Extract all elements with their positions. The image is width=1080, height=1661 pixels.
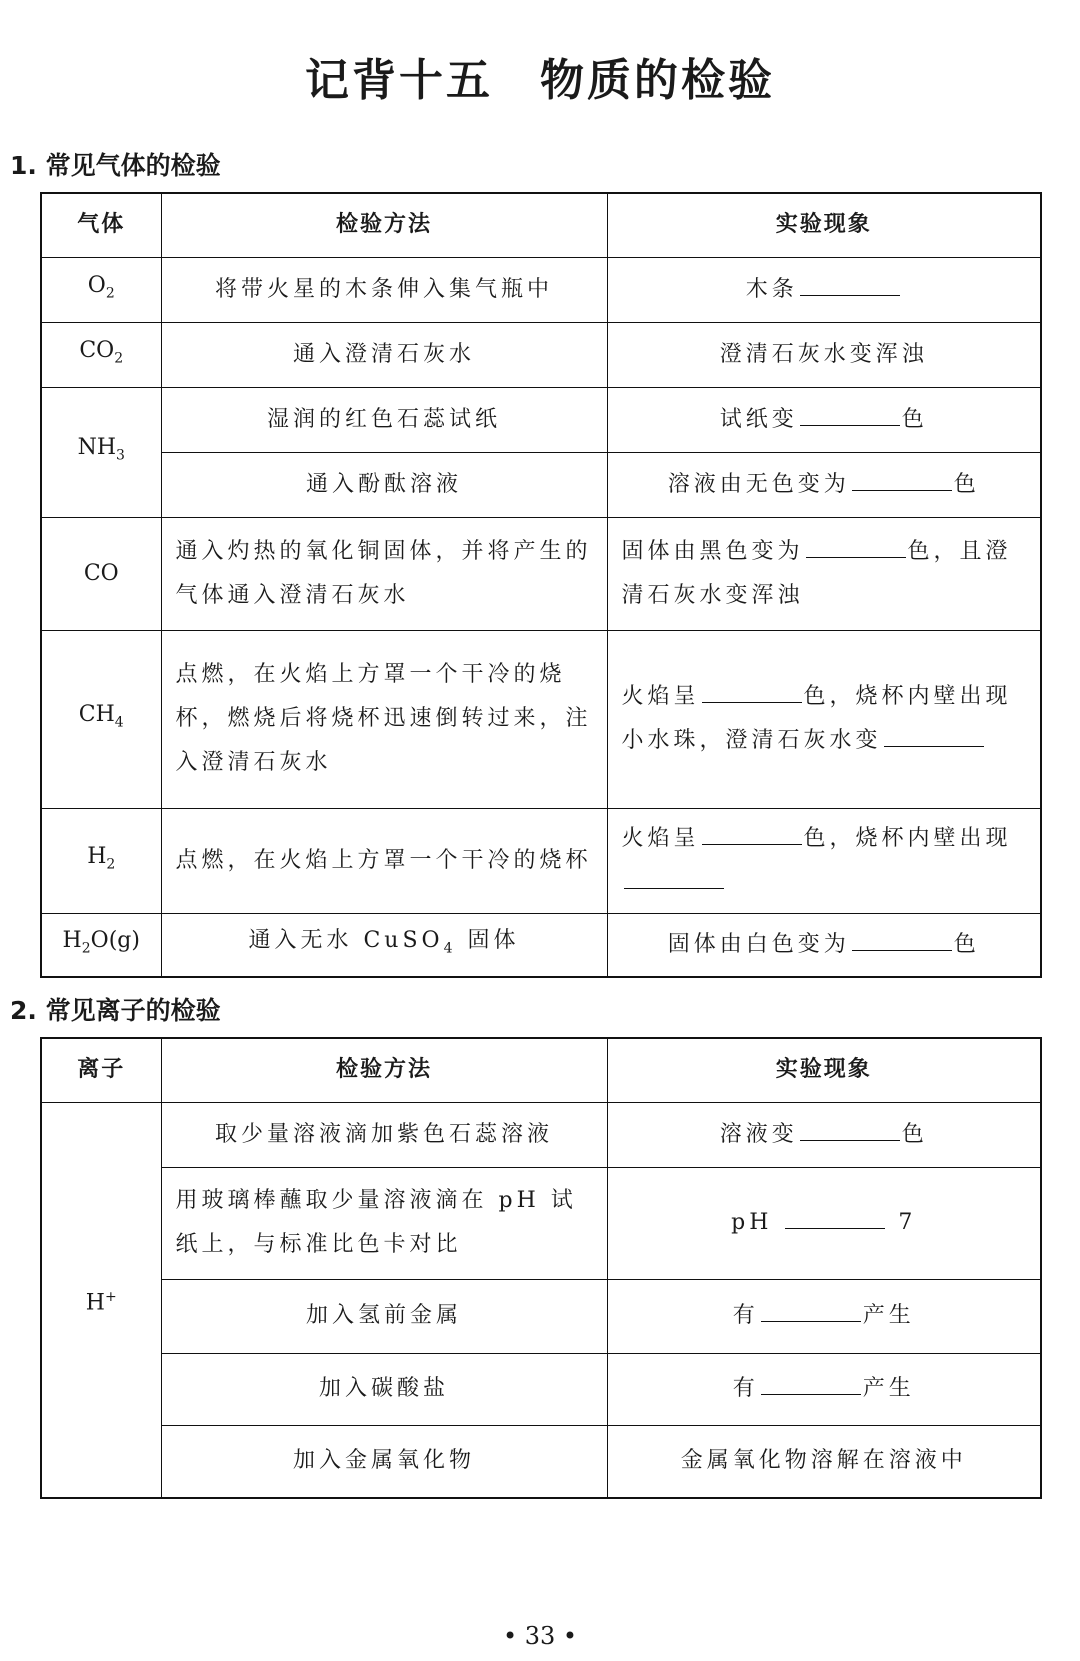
test-method: 加入氢前金属 — [161, 1279, 607, 1353]
gas-test-table — [40, 192, 1042, 978]
answer-blank — [884, 724, 984, 747]
test-result: 试纸变 色 — [607, 387, 1041, 452]
section-heading-gases: 1. 常见气体的检验 — [10, 151, 221, 180]
test-method: 湿润的红色石蕊试纸 — [161, 387, 607, 452]
test-method: 将带火星的木条伸入集气瓶中 — [161, 257, 607, 322]
test-method: 通入酚酞溶液 — [161, 452, 607, 517]
answer-blank — [852, 928, 952, 951]
table-header-row — [41, 1038, 1041, 1102]
table-row — [41, 808, 1041, 913]
table-header-row — [41, 193, 1041, 257]
column-header-method: 检验方法 — [161, 1038, 607, 1102]
test-method: 通入灼热的氧化铜固体，并将产生的气体通入澄清石灰水 — [161, 517, 607, 630]
table-row — [41, 1353, 1041, 1425]
answer-blank — [624, 866, 724, 889]
test-result: pH 7 — [607, 1167, 1041, 1279]
column-header-method: 检验方法 — [161, 193, 607, 257]
test-method: 取少量溶液滴加紫色石蕊溶液 — [161, 1102, 607, 1167]
test-result: 有 产生 — [607, 1279, 1041, 1353]
test-method: 加入碳酸盐 — [161, 1353, 607, 1425]
table-row — [41, 913, 1041, 977]
column-header-ion: 离子 — [41, 1038, 161, 1102]
test-result: 金属氧化物溶解在溶液中 — [607, 1425, 1041, 1498]
answer-blank — [761, 1372, 861, 1395]
table-row — [41, 1425, 1041, 1498]
answer-blank — [702, 680, 802, 703]
ion-name: H+ — [41, 1102, 161, 1498]
table-row — [41, 452, 1041, 517]
test-result: 火焰呈 色，烧杯内壁出现 — [607, 808, 1041, 913]
test-result: 火焰呈 色，烧杯内壁出现小水珠，澄清石灰水变 — [607, 630, 1041, 808]
test-method: 通入澄清石灰水 — [161, 322, 607, 387]
test-method: 点燃，在火焰上方罩一个干冷的烧杯 — [161, 808, 607, 913]
table-row — [41, 387, 1041, 452]
gas-name: $O_2$ — [41, 257, 161, 322]
answer-blank — [702, 822, 802, 845]
answer-blank — [852, 468, 952, 491]
table-row — [41, 322, 1041, 387]
gas-name: $H_2O(g)$ — [41, 913, 161, 977]
column-header-gas: 气体 — [41, 193, 161, 257]
test-result: 溶液由无色变为 色 — [607, 452, 1041, 517]
gas-name: $H_2$ — [41, 808, 161, 913]
test-method: 加入金属氧化物 — [161, 1425, 607, 1498]
test-result: 固体由黑色变为 色，且澄清石灰水变浑浊 — [607, 517, 1041, 630]
gas-name: CO — [41, 517, 161, 630]
column-header-result: 实验现象 — [607, 1038, 1041, 1102]
page-title: 记背十五 物质的检验 — [305, 55, 775, 106]
answer-blank — [785, 1206, 885, 1229]
answer-blank — [800, 273, 900, 296]
answer-blank — [800, 1118, 900, 1141]
test-result: 有 产生 — [607, 1353, 1041, 1425]
table-row — [41, 1279, 1041, 1353]
table-row — [41, 517, 1041, 630]
answer-blank — [806, 535, 906, 558]
gas-name: $CH_4$ — [41, 630, 161, 808]
table-row — [41, 1167, 1041, 1279]
answer-blank — [761, 1299, 861, 1322]
test-result: 溶液变 色 — [607, 1102, 1041, 1167]
section-heading-ions: 2. 常见离子的检验 — [10, 996, 221, 1025]
test-method: 通入无水 CuSO$_4$ 固体 — [161, 913, 607, 977]
test-method: 用玻璃棒蘸取少量溶液滴在 pH 试纸上，与标准比色卡对比 — [161, 1167, 607, 1279]
test-method: 点燃，在火焰上方罩一个干冷的烧杯，燃烧后将烧杯迅速倒转过来，注入澄清石灰水 — [161, 630, 607, 808]
test-result: 澄清石灰水变浑浊 — [607, 322, 1041, 387]
test-result: 木条 — [607, 257, 1041, 322]
table-row — [41, 257, 1041, 322]
table-row — [41, 630, 1041, 808]
ion-test-table — [40, 1037, 1042, 1499]
gas-name: $CO_2$ — [41, 322, 161, 387]
test-result: 固体由白色变为 色 — [607, 913, 1041, 977]
answer-blank — [800, 403, 900, 426]
gas-name: $NH_3$ — [41, 387, 161, 517]
table-row — [41, 1102, 1041, 1167]
page-number: • 33 • — [502, 1622, 578, 1650]
column-header-result: 实验现象 — [607, 193, 1041, 257]
